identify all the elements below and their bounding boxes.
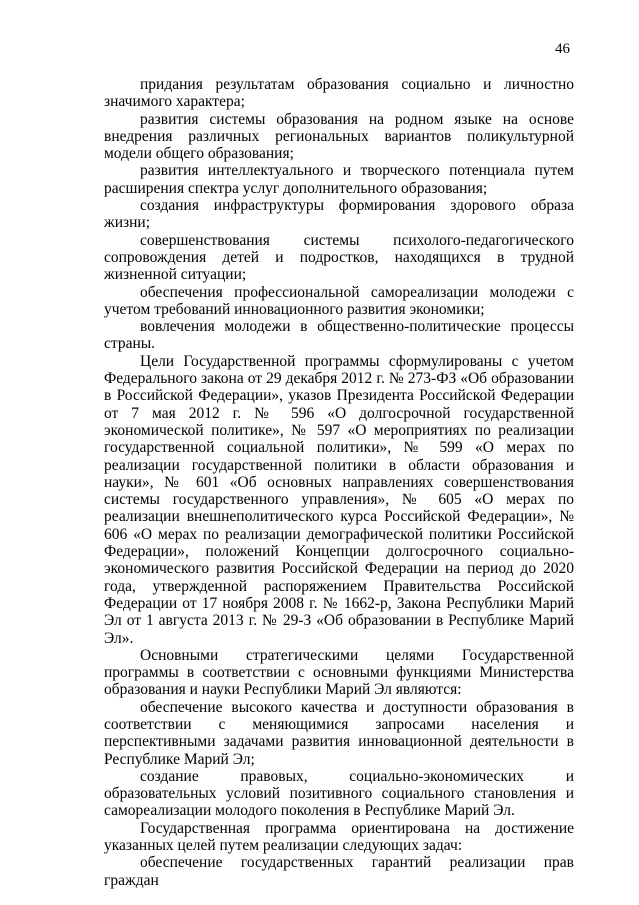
body-text: [104, 76, 574, 889]
paragraph: совершенствования системы психолого-педагогического сопровождения детей и подростков, находящихся в трудной жизненной ситуации;: [104, 231, 574, 284]
paragraph: Государственная программа ориентирована на достижение указанных целей путем реализации следующих задач:: [104, 819, 574, 855]
paragraph: обеспечение государственных гарантий реализации прав граждан: [104, 854, 574, 889]
paragraph: вовлечения молодежи в общественно-политические процессы страны.: [104, 318, 574, 353]
page-number: 46: [555, 41, 570, 57]
paragraph: создания инфраструктуры формирования здорового образа жизни;: [104, 197, 574, 232]
paragraph: создание правовых, социально-экономических и образовательных условий позитивного социального становления и самореализации молодого поколения в Республике Марий Эл.: [104, 767, 574, 820]
paragraph: развития интеллектуального и творческого потенциала путем расширения спектра услуг дополнительного образования;: [104, 162, 574, 197]
paragraph: развития системы образования на родном языке на основе внедрения различных региональных вариантов поликультурной модели общего образования;: [104, 110, 574, 163]
paragraph: Основными стратегическими целями Государственной программы в соответствии с основными функциями Министерства образования и науки Республики Марий Эл являются:: [104, 646, 574, 699]
paragraph: обеспечение высокого качества и доступности образования в соответствии с меняющимися запросами населения и перспективными задачами развития инновационной деятельности в Республике Марий Эл;: [104, 698, 574, 768]
paragraph: придания результатам образования социально и личностно значимого характера;: [104, 76, 574, 111]
paragraph: обеспечения профессиональной самореализации молодежи с учетом требований инновационного развития экономики;: [104, 283, 574, 318]
paragraph: Цели Государственной программы сформулированы с учетом Федерального закона от 29 декабря 2012 г. № 273-ФЗ «Об образовании в Российской Федерации», указов Президента Российской Федерации от 7 мая 2012 г. № 596 «О долгосрочной государственной экономической политике», № 597 «О мероприятиях по реализации государственной социальной политики», № 599 «О мерах по реализации государственной политики в области образования и науки», № 601 «Об основных направлениях совершенствования системы государственного управления», № 605 «О мерах по реализации внешнеполитического курса Российской Федерации», № 606 «О мерах по реализации демографической политики Российской Федерации», положений Концепции долгосрочного социально-экономического развития Российской Федерации на период до 2020 года, утвержденной распоряжением Правительства Российской Федерации от 17 ноября 2008 г. № 1662-р, Закона Республики Марий Эл от 1 августа 2013 г. № 29-З «Об образовании в Республике Марий Эл».: [104, 352, 574, 647]
